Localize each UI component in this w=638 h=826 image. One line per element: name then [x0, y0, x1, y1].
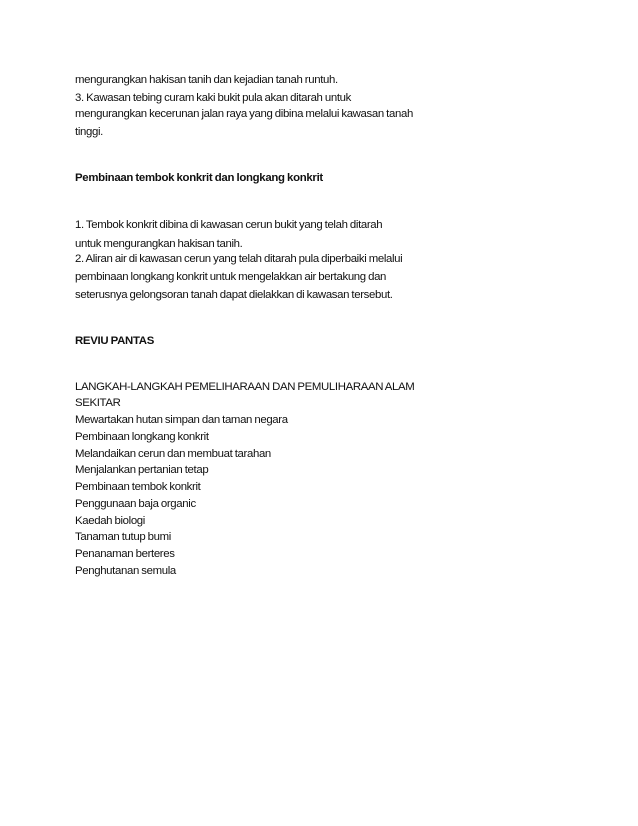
paragraph-line: 1. Tembok konkrit dibina di kawasan cerun bukit yang telah ditarah [75, 219, 383, 231]
paragraph-line: mengurangkan kecerunan jalan raya yang dibina melalui kawasan tanah [75, 108, 413, 120]
paragraph-line: 2. Aliran air di kawasan cerun yang telah ditarah pula diperbaiki melalui [75, 253, 403, 265]
reviu-title-line: LANGKAH-LANGKAH PEMELIHARAAN DAN PEMULIHARAAN ALAM [75, 381, 415, 393]
reviu-list-item: Mewartakan hutan simpan dan taman negara [75, 414, 288, 426]
reviu-list-item: Penghutanan semula [75, 565, 176, 577]
paragraph-line: pembinaan longkang konkrit untuk mengelakkan air bertakung dan [75, 271, 387, 283]
paragraph-line: tinggi. [75, 126, 103, 138]
reviu-list-item: Penanaman berteres [75, 548, 175, 560]
reviu-list-item: Pembinaan longkang konkrit [75, 431, 209, 443]
reviu-title-line: SEKITAR [75, 397, 121, 409]
paragraph-line: mengurangkan hakisan tanih dan kejadian tanah runtuh. [75, 74, 338, 86]
reviu-list-item: Kaedah biologi [75, 515, 145, 527]
reviu-list-item: Penggunaan baja organic [75, 498, 196, 510]
reviu-list-item: Pembinaan tembok konkrit [75, 481, 201, 493]
reviu-list-item: Melandaikan cerun dan membuat tarahan [75, 448, 271, 460]
paragraph-line: untuk mengurangkan hakisan tanih. [75, 238, 243, 250]
section-heading-konkrit: Pembinaan tembok konkrit dan longkang konkrit [75, 172, 323, 184]
paragraph-line: seterusnya gelongsoran tanah dapat dielakkan di kawasan tersebut. [75, 289, 393, 301]
reviu-list-item: Tanaman tutup bumi [75, 531, 171, 543]
reviu-list-item: Menjalankan pertanian tetap [75, 464, 209, 476]
section-heading-reviu: REVIU PANTAS [75, 335, 155, 347]
paragraph-line: 3. Kawasan tebing curam kaki bukit pula akan ditarah untuk [75, 92, 351, 104]
